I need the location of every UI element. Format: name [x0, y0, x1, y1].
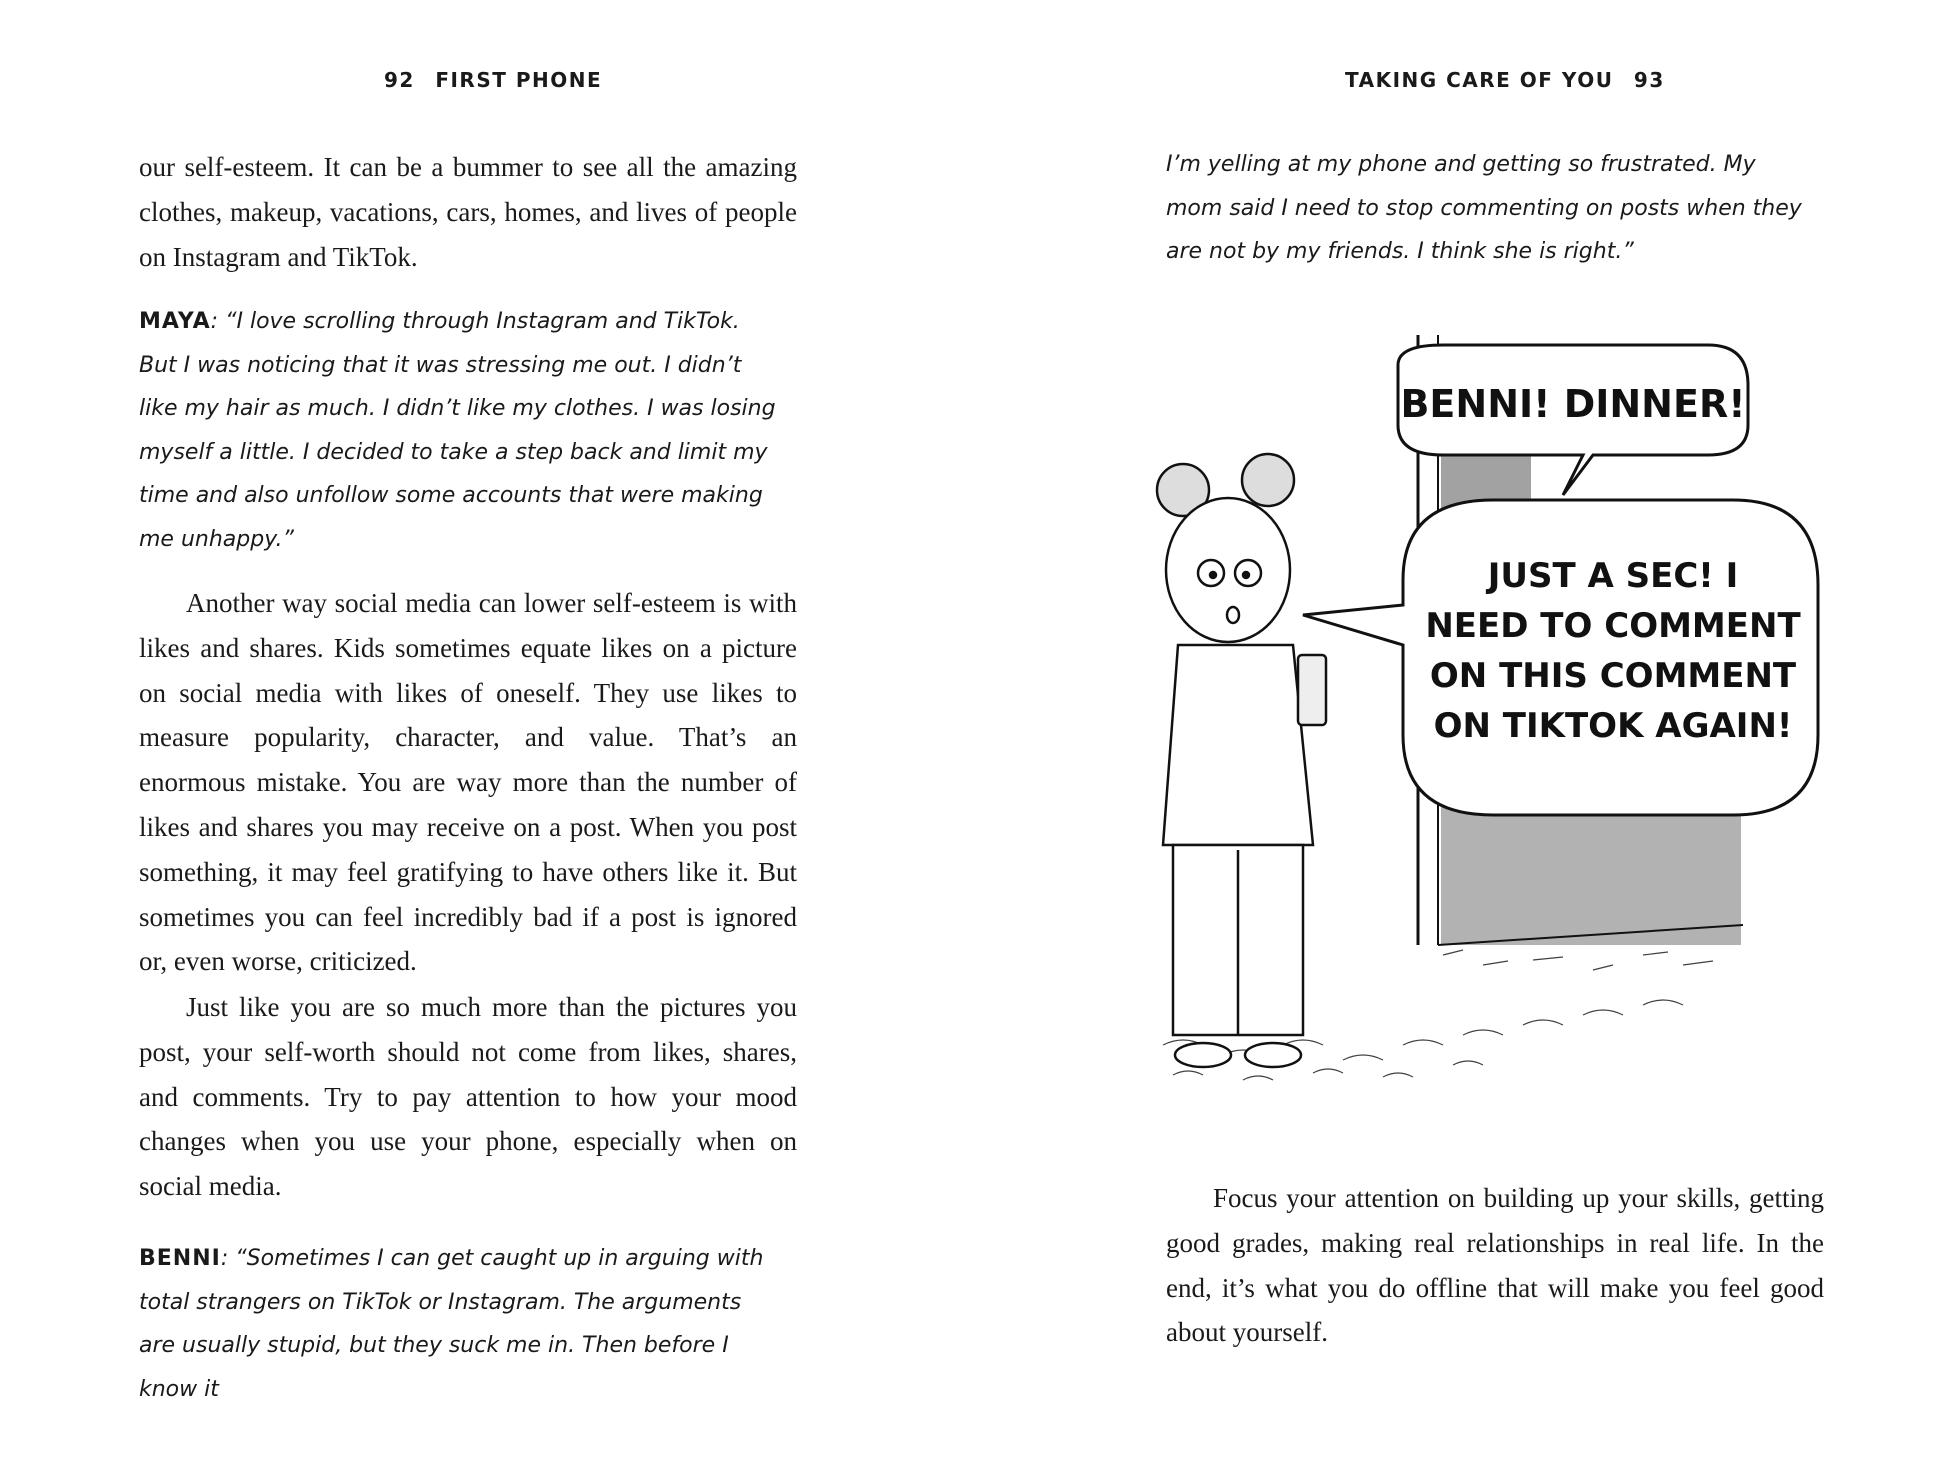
- running-title-left: FIRST PHONE: [435, 68, 603, 92]
- bubble-top-text: BENNI! DINNER!: [1400, 382, 1746, 426]
- paragraph-self-esteem-continued: our self-esteem. It can be a bummer to see all the amazing clothes, makeup, vacations, cars, homes, and lives of people on Instagram and TikTok.: [139, 152, 797, 272]
- running-head-left: [372, 68, 602, 92]
- right-page: [973, 0, 1946, 1465]
- bubble-main-line-2: NEED TO COMMENT: [1425, 606, 1801, 646]
- page-number-right: 93: [1633, 68, 1665, 92]
- speech-bubble-main: [1303, 500, 1818, 815]
- page-number-left: 92: [384, 68, 415, 92]
- running-head-right: [1345, 68, 1677, 92]
- cartoon-illustration: [1143, 325, 1843, 1105]
- paragraph-focus-attention: Focus your attention on building up your skills, getting good grades, making real relationships in real life. In the end, it’s what you do offline that will make you feel good about yourself.: [1166, 1183, 1824, 1348]
- bubble-main-line-4: ON TIKTOK AGAIN!: [1433, 706, 1793, 746]
- bubble-main-line-3: ON THIS COMMENT: [1429, 656, 1797, 696]
- quote-benni-text: : “Sometimes I can get caught up in arguing with total strangers on TikTok or Instagram. The arguments are usually stupid, but they suck me in. Then before I know it: [139, 1246, 764, 1402]
- quote-maya: [139, 300, 779, 561]
- girl-character-drawing: [1157, 454, 1326, 1067]
- bubble-main-line-1: JUST A SEC! I: [1487, 556, 1739, 596]
- quote-benni: [139, 1237, 779, 1411]
- quote-maya-text: : “I love scrolling through Instagram and TikTok. But I was noticing that it was stressing me out. I didn’t like my hair as much. I didn’t like my clothes. I was losing myself a little. I decided to take a step back and limit my time and also unfollow some accounts that were making me unhappy.”: [139, 309, 776, 552]
- paragraph-likes-shares: Another way social media can lower self-esteem is with likes and shares. Kids sometimes equate likes on a picture on social media with likes of oneself. They use likes to measure popularity, character, and value. That’s an enormous mistake. You are way more than the number of likes and shares you may receive on a post. When you post something, it may feel gratifying to have others like it. But sometimes you can feel incredibly bad if a post is ignored or, even worse, criticized.: [139, 588, 797, 977]
- speaker-benni: BENNI: [139, 1246, 221, 1271]
- running-title-right: TAKING CARE OF YOU: [1345, 68, 1614, 92]
- paragraph-self-worth: Just like you are so much more than the pictures you post, your self-worth should not come from likes, shares, and comments. Try to pay attention to how your mood changes when you use your phone, especially when on social media.: [139, 992, 797, 1202]
- quote-benni-continued: I’m yelling at my phone and getting so frustrated. My mom said I need to stop commenting on posts when they are not by my friends. I think she is right.”: [1166, 152, 1802, 264]
- speaker-maya: MAYA: [139, 309, 211, 334]
